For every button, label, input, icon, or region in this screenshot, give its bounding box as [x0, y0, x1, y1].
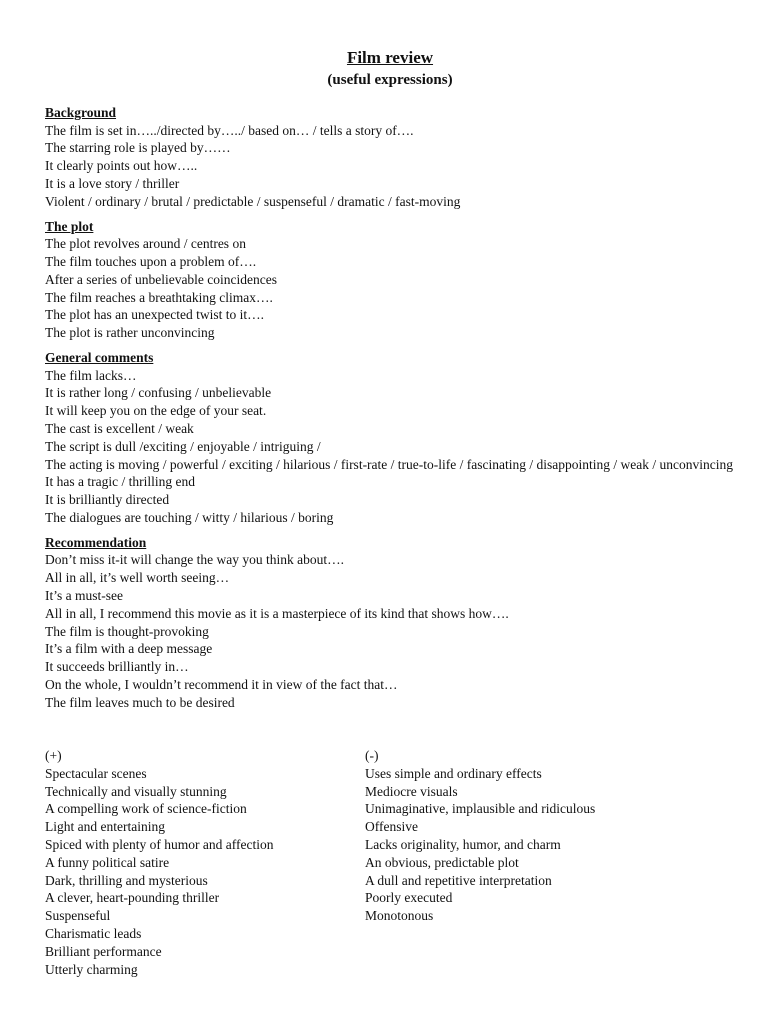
section-heading: Recommendation — [45, 534, 147, 550]
section-line: The script is dull /exciting / enjoyable / intriguing / — [45, 438, 321, 454]
section-line: On the whole, I wouldn’t recommend it in view of the fact that… — [45, 676, 398, 692]
section-line: The starring role is played by…… — [45, 140, 231, 156]
section-line: The film lacks… — [45, 367, 137, 383]
positive-item: Spiced with plenty of humor and affection — [45, 836, 274, 852]
positive-item: Utterly charming — [45, 961, 138, 977]
section-line: It’s a must-see — [45, 587, 123, 603]
section-recommendation — [45, 534, 745, 712]
section-heading: Background — [45, 105, 117, 120]
negative-item: Poorly executed — [365, 890, 453, 906]
positive-item: Suspenseful — [45, 908, 111, 924]
section-line: It’s a film with a deep message — [45, 641, 213, 657]
section-line: The film touches upon a problem of…. — [45, 253, 257, 269]
section-line: It is rather long / confusing / unbelievable — [45, 385, 272, 401]
positive-item: Dark, thrilling and mysterious — [45, 872, 208, 888]
page-title: Film review — [346, 48, 434, 67]
section-line: The film is thought-provoking — [45, 623, 209, 639]
section-line: It is a love story / thriller — [45, 175, 180, 191]
section-line: The cast is excellent / weak — [45, 420, 194, 436]
positive-item: Technically and visually stunning — [45, 783, 227, 799]
section-line: It is brilliantly directed — [45, 492, 170, 508]
section-line: The dialogues are touching / witty / hilarious / boring — [45, 509, 334, 525]
sections-container — [45, 104, 745, 718]
negative-item: Unimaginative, implausible and ridiculous — [365, 801, 596, 817]
section-line: The plot has an unexpected twist to it…. — [45, 307, 264, 323]
section-line: The plot revolves around / centres on — [45, 236, 246, 252]
negative-item: Monotonous — [365, 908, 434, 924]
negative-column — [365, 747, 725, 925]
section-line: The acting is moving / powerful / exciting / hilarious / first-rate / true-to-life / fascinating / disappointing / weak / unconvincing — [45, 456, 733, 472]
section-heading: The plot — [45, 218, 94, 234]
section-line: All in all, it’s well worth seeing… — [45, 570, 230, 586]
section-line: Violent / ordinary / brutal / predictable / suspenseful / dramatic / fast-moving — [45, 193, 461, 209]
positive-item: Light and entertaining — [45, 819, 165, 835]
section-line: Don’t miss it-it will change the way you think about…. — [45, 552, 344, 568]
section-plot — [45, 218, 745, 342]
section-line: The film is set in…../directed by…../ based on… / tells a story of…. — [45, 122, 414, 138]
section-line: It clearly points out how….. — [45, 158, 198, 174]
positive-item: A compelling work of science-fiction — [45, 801, 247, 817]
section-background — [45, 104, 745, 211]
positive-header: (+) — [45, 748, 62, 763]
section-line: The plot is rather unconvincing — [45, 325, 215, 341]
section-line: It succeeds brilliantly in… — [45, 659, 189, 675]
section-line: It will keep you on the edge of your seat. — [45, 403, 267, 419]
section-line: The film leaves much to be desired — [45, 694, 235, 710]
section-line: It has a tragic / thrilling end — [45, 474, 195, 490]
section-heading: General comments — [45, 349, 154, 365]
positive-item: Charismatic leads — [45, 925, 142, 941]
positive-column — [45, 747, 355, 978]
positive-item: A clever, heart-pounding thriller — [45, 890, 220, 906]
negative-item: Lacks originality, humor, and charm — [365, 836, 561, 852]
page-subtitle: (useful expressions) — [327, 72, 453, 88]
positive-item: A funny political satire — [45, 854, 170, 870]
section-line: After a series of unbelievable coincidences — [45, 271, 278, 287]
negative-item: Offensive — [365, 819, 418, 835]
section-line: All in all, I recommend this movie as it is a masterpiece of its kind that shows how…. — [45, 605, 509, 621]
negative-item: A dull and repetitive interpretation — [365, 872, 552, 888]
negative-item: Mediocre visuals — [365, 783, 458, 799]
section-line: The film reaches a breathtaking climax…. — [45, 289, 273, 305]
negative-item: An obvious, predictable plot — [365, 854, 519, 870]
negative-item: Uses simple and ordinary effects — [365, 765, 542, 781]
positive-item: Spectacular scenes — [45, 765, 147, 781]
section-general-comments — [45, 349, 745, 527]
positive-item: Brilliant performance — [45, 943, 162, 959]
negative-header: (-) — [365, 748, 379, 763]
